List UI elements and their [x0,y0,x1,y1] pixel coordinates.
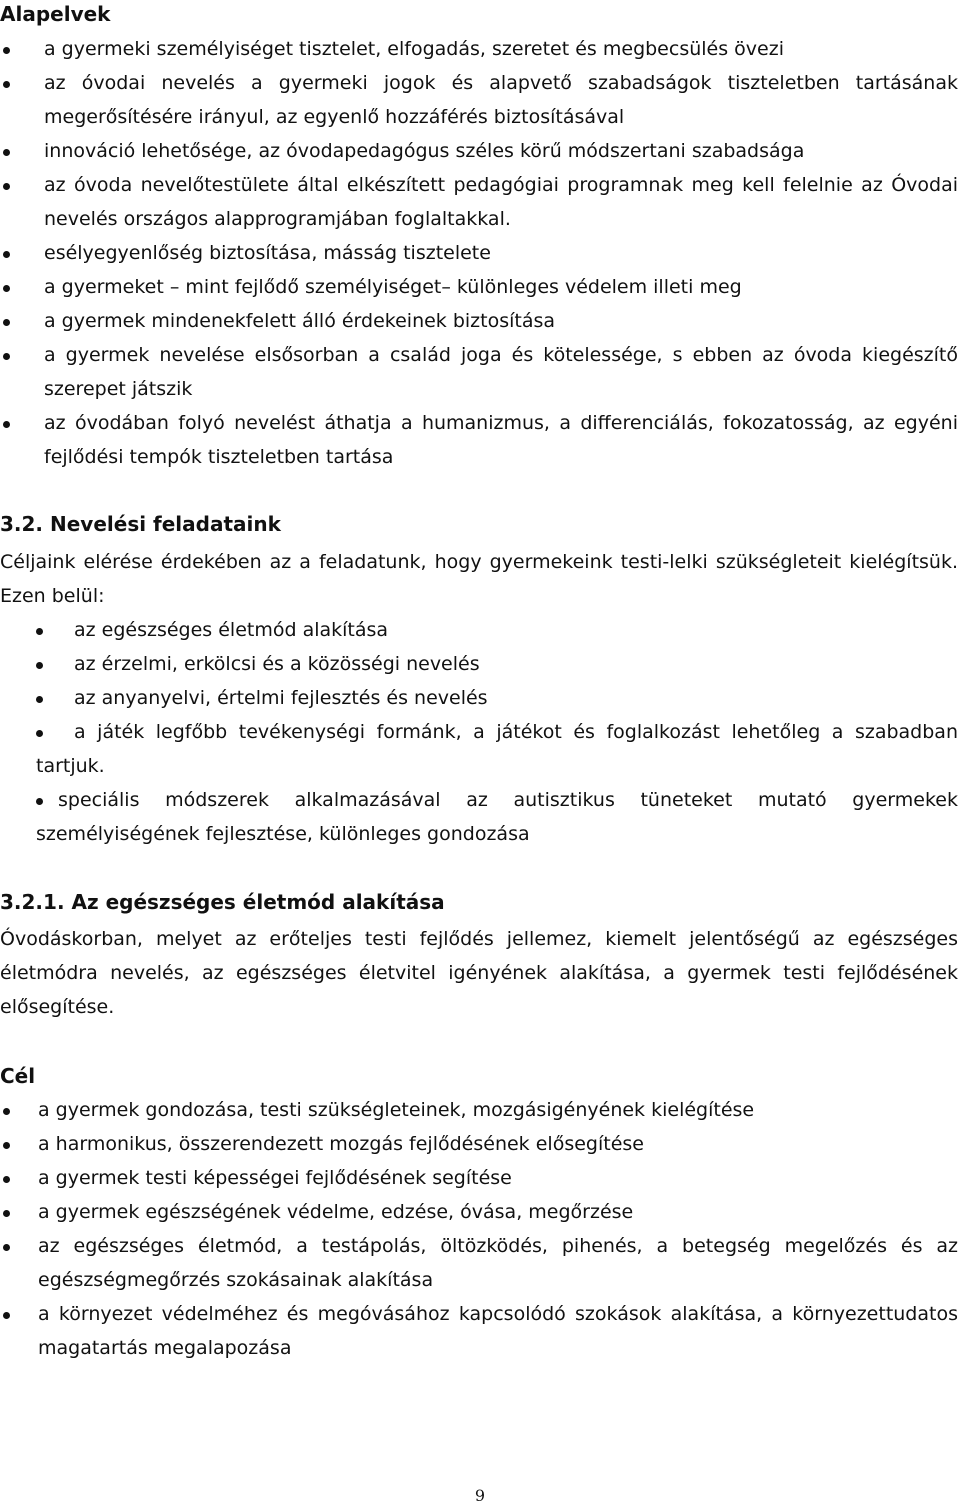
eletmod-intro: Óvodáskorban, melyet az erőteljes testi fejlődés jellemez, kiemelt jelentőségű az egészséges életmódra nevelés, az egészséges életvitel igényének alakítása, a gyermek testi fejlődésének elősegítése. [0,928,958,1018]
cel-list [0,1093,958,1365]
bullet-icon [3,149,10,156]
alapelvek-list [0,32,958,474]
bullet-icon [36,798,43,805]
bullet-icon [3,1142,10,1149]
list-item: az óvoda nevelőtestülete által elkészített pedagógiai programnak meg kell felelnie az Óvodai nevelés országos alapprogramjában foglaltakkal. [0,168,958,236]
bullet-icon [3,285,10,292]
bullet-icon [36,730,43,737]
list-item: a gyermeki személyiséget tisztelet, elfogadás, szeretet és megbecsülés övezi [0,32,958,66]
list-item: az egészséges életmód alakítása [0,613,958,647]
list-item: speciális módszerek alkalmazásával az autisztikus tüneteket mutató gyermekek személyiségének fejlesztése, különleges gondozása [36,789,958,845]
list-item: az óvodában folyó nevelést áthatja a humanizmus, a differenciálás, fokozatosság, az egyéni fejlődési tempók tiszteletben tartása [0,406,958,474]
list-item: a gyermek testi képességei fejlődésének segítése [0,1161,958,1195]
list-item: a környezet védelméhez és megóvásához kapcsolódó szokások alakítása, a környezettudatos magatartás megalapozása [0,1297,958,1365]
bullet-icon [3,47,10,54]
bullet-icon [3,421,10,428]
heading-eletmod: 3.2.1. Az egészséges életmód alakítása [0,890,445,914]
list-item: az egészséges életmód, a testápolás, öltözködés, pihenés, a betegség megelőzés és az egészségmegőrzés szokásainak alakítása [0,1229,958,1297]
list-item: a gyermek nevelése elsősorban a család joga és kötelessége, s ebben az óvoda kiegészítő szerepet játszik [0,338,958,406]
bullet-icon [36,628,43,635]
bullet-icon [3,1108,10,1115]
list-item: az óvodai nevelés a gyermeki jogok és alapvető szabadságok tiszteletben tartásának megerősítésére irányul, az egyenlő hozzáférés biztosításával [0,66,958,134]
bullet-icon [3,353,10,360]
bullet-icon [3,251,10,258]
bullet-icon [36,662,43,669]
bullet-icon [36,696,43,703]
bullet-icon [3,1312,10,1319]
heading-feladataink: 3.2. Nevelési feladataink [0,512,281,536]
list-item: az anyanyelvi, értelmi fejlesztés és nevelés [0,681,958,715]
feladataink-list [0,613,958,851]
list-item: a gyermek egészségének védelme, edzése, óvása, megőrzése [0,1195,958,1229]
list-item: a játék legfőbb tevékenységi formánk, a játékot és foglalkozást lehetőleg a szabadban tartjuk. [36,721,958,777]
list-item: a gyermeket – mint fejlődő személyiséget– különleges védelem illeti meg [0,270,958,304]
heading-alapelvek: Alapelvek [0,2,111,26]
bullet-icon [3,1210,10,1217]
list-item: az érzelmi, erkölcsi és a közösségi nevelés [0,647,958,681]
bullet-icon [3,1244,10,1251]
list-item: a harmonikus, összerendezett mozgás fejlődésének elősegítése [0,1127,958,1161]
bullet-icon [3,183,10,190]
heading-cel: Cél [0,1064,36,1088]
list-item: esélyegyenlőség biztosítása, másság tisztelete [0,236,958,270]
list-item: a gyermek gondozása, testi szükségleteinek, mozgásigényének kielégítése [0,1093,958,1127]
page-number: 9 [474,1486,486,1505]
list-item: a gyermek mindenekfelett álló érdekeinek biztosítása [0,304,958,338]
feladataink-intro: Céljaink elérése érdekében az a feladatunk, hogy gyermekeink testi-lelki szükségleteit kielégítsük. Ezen belül: [0,551,958,607]
bullet-icon [3,1176,10,1183]
list-item: innováció lehetősége, az óvodapedagógus széles körű módszertani szabadsága [0,134,958,168]
bullet-icon [3,319,10,326]
bullet-icon [3,81,10,88]
